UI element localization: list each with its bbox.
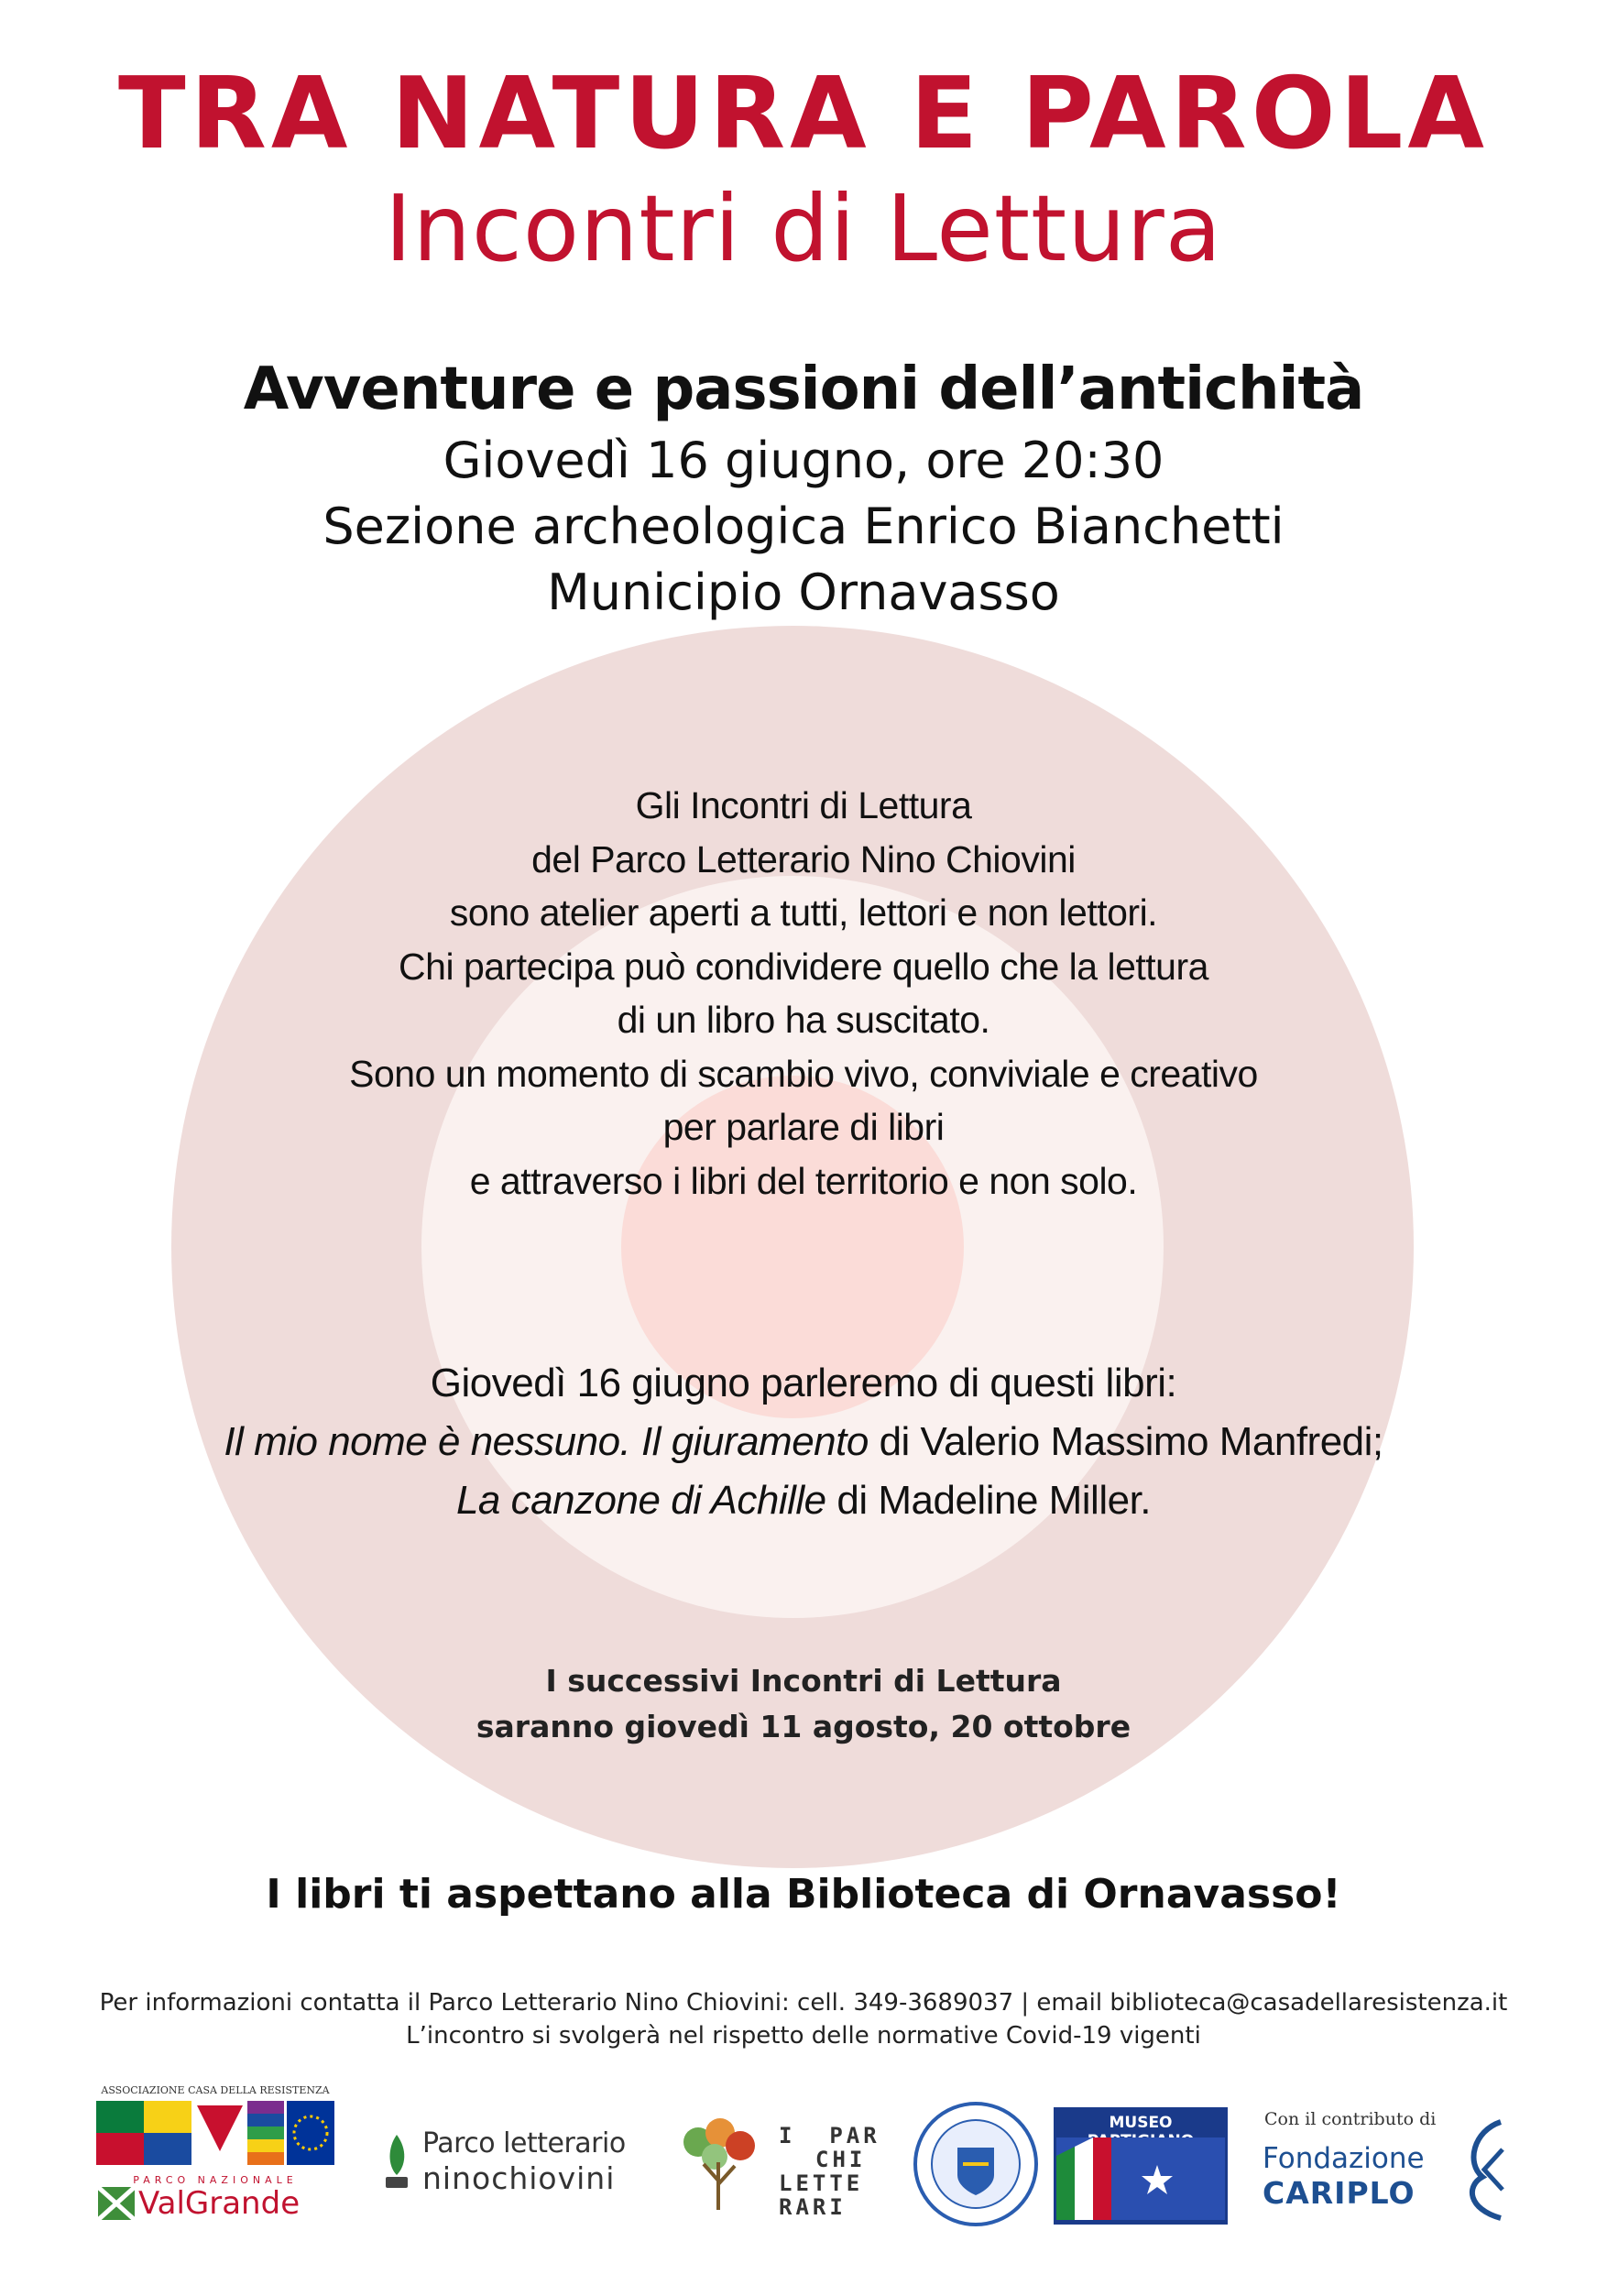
description-line: per parlare di libri (662, 1106, 945, 1148)
valgrande-icon (98, 2187, 135, 2220)
tree-icon (678, 2107, 760, 2217)
description-line: Sono un momento di scambio vivo, conviviale e creativo (349, 1052, 1258, 1095)
covid-line: L’incontro si svolgerà nel rispetto delle normative Covid-19 vigenti (406, 2022, 1201, 2050)
description-line: Gli Incontri di Lettura (635, 784, 972, 826)
book-1-title: Il mio nome è nessuno. Il giuramento (224, 1419, 869, 1464)
parchi-letterari-logo: I PAR CHI LETTE RARI (678, 2107, 889, 2226)
seal-icon (912, 2100, 1040, 2228)
next-meetings (0, 1658, 1607, 1750)
description (0, 779, 1607, 1208)
event-date: Giovedì 16 giugno, ore 20:30 (443, 432, 1164, 489)
italian-flag-icon (1056, 2137, 1225, 2220)
book-2-title: La canzone di Achille (455, 1478, 826, 1523)
book-1-author: di Valerio Massimo Manfredi; (868, 1419, 1383, 1464)
book-2 (0, 1471, 1607, 1530)
contact-line: Per informazioni contatta il Parco Letterario Nino Chiovini: cell. 349-3689037 | email biblioteca@casadellaresistenza.it (99, 1989, 1508, 2017)
main-title: TRA NATURA E PAROLA (118, 57, 1489, 171)
event-place: Municipio Ornavasso (547, 563, 1060, 621)
cariplo-logo: Con il contributo di Fondazione CARIPLO (1255, 2107, 1512, 2226)
cariplo-mark-icon (1455, 2113, 1510, 2223)
book-1 (0, 1413, 1607, 1471)
casa-resistenza-logo: ASSOCIAZIONE CASA DELLA RESISTENZA PARCO NAZIONALE ValGrande (96, 2084, 334, 2222)
next-meetings-line: saranno giovedì 11 agosto, 20 ottobre (476, 1709, 1131, 1744)
book-2-author: di Madeline Miller. (825, 1478, 1152, 1523)
description-line: del Parco Letterario Nino Chiovini (531, 837, 1076, 880)
comune-seal (912, 2100, 1040, 2228)
contact-info (0, 1986, 1607, 2052)
flag-icon (96, 2101, 334, 2165)
parco-letterario-logo: Parco letterario ninochiovini (380, 2126, 655, 2199)
books-section (0, 1354, 1607, 1530)
description-line: di un libro ha suscitato. (617, 999, 990, 1041)
books-intro: Giovedì 16 giugno parleremo di questi libri: (430, 1361, 1177, 1405)
museo-partigiano-logo: MUSEO (1054, 2107, 1228, 2225)
quill-icon (380, 2129, 417, 2193)
next-meetings-line: I successivi Incontri di Lettura (545, 1663, 1062, 1699)
event-title: Avventure e passioni dell’antichità (243, 355, 1364, 423)
description-line: Chi partecipa può condividere quello che la lettura (399, 945, 1208, 988)
call-to-action: I libri ti aspettano alla Biblioteca di Ornavasso! (266, 1871, 1341, 1918)
description-line: e attraverso i libri del territorio e non solo. (469, 1159, 1138, 1202)
description-line: sono atelier aperti a tutti, lettori e non lettori. (449, 891, 1158, 934)
event-venue: Sezione archeologica Enrico Bianchetti (322, 497, 1285, 555)
subtitle: Incontri di Lettura (384, 175, 1223, 282)
